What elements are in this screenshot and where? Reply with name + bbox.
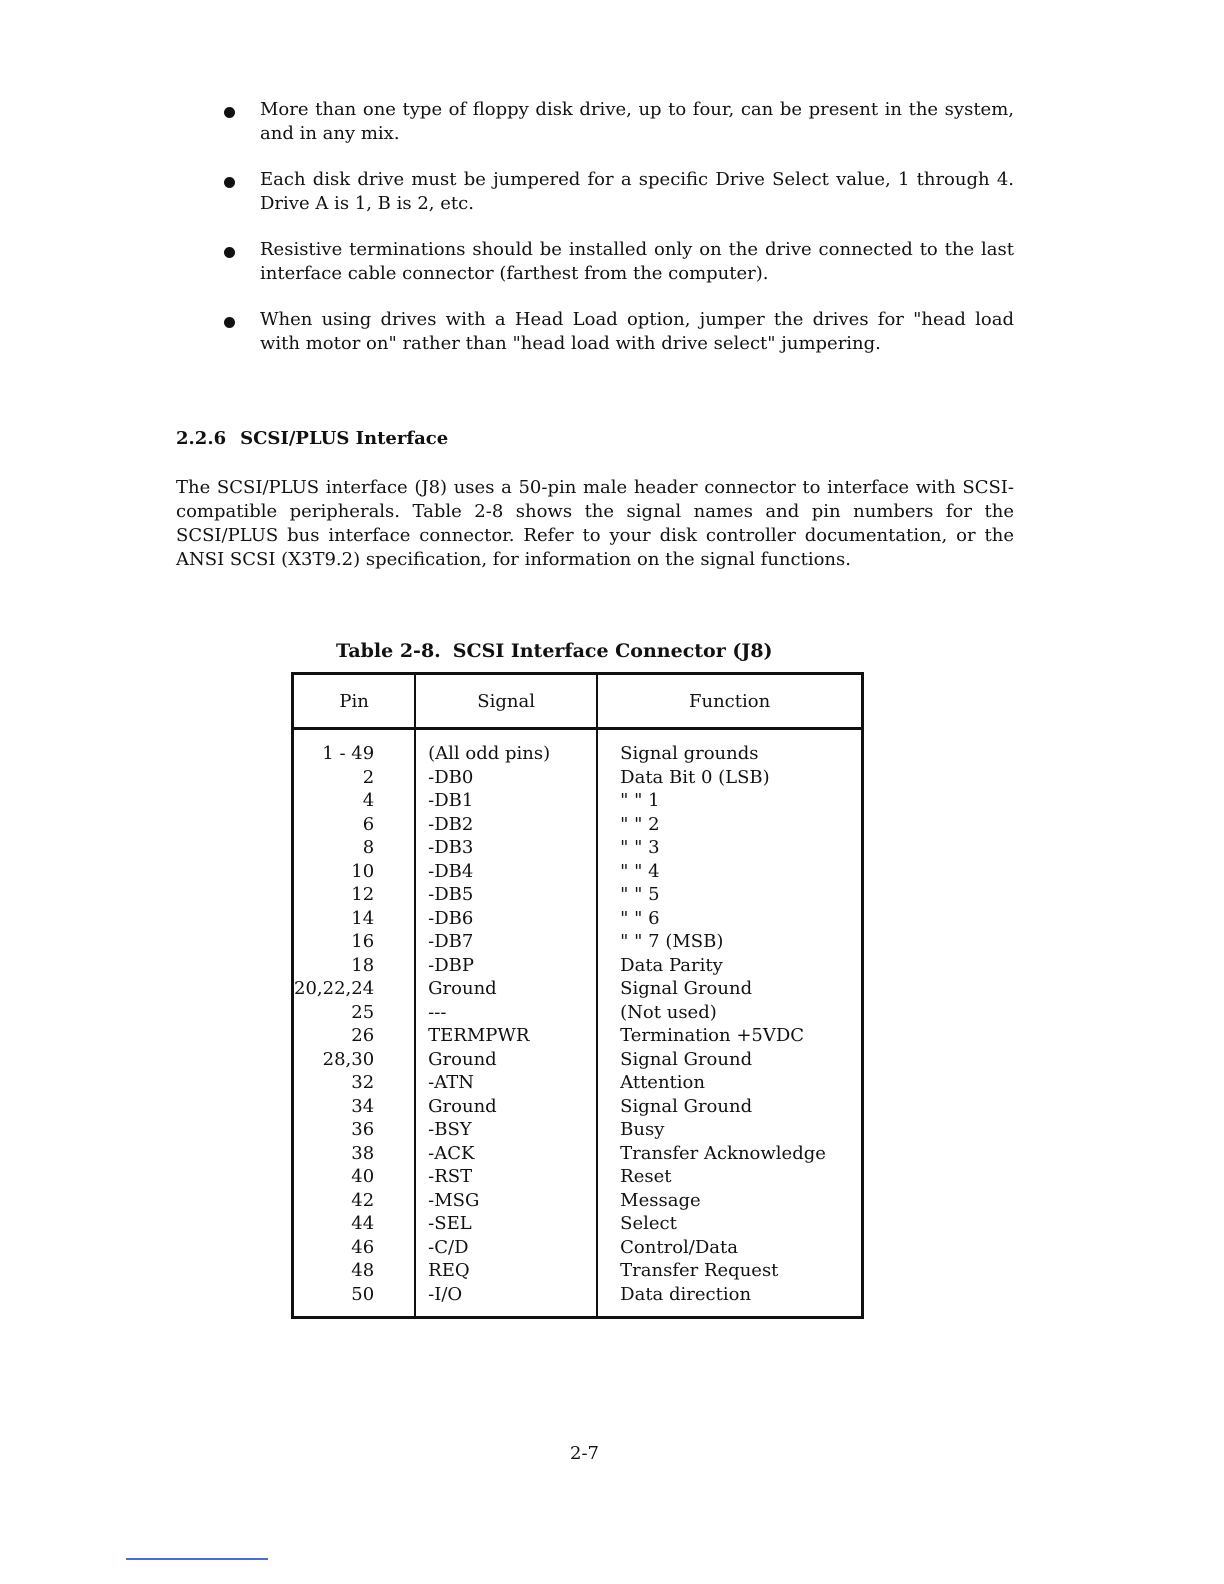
table-row	[293, 977, 863, 1001]
table-row	[293, 907, 863, 931]
cell-signal: -BSY	[415, 1118, 597, 1142]
cell-function: Termination +5VDC	[620, 1025, 805, 1046]
cell-pin: 4	[293, 789, 416, 813]
cell-function: Data direction	[620, 1283, 752, 1305]
bullet-item	[224, 168, 1014, 216]
cell-signal: TERMPWR	[415, 1024, 597, 1048]
section-number: 2.2.6	[176, 428, 227, 449]
bullet-list	[224, 98, 1014, 378]
cell-pin: 36	[293, 1118, 416, 1142]
table-row	[293, 1236, 863, 1260]
cell-signal: -RST	[415, 1165, 597, 1189]
table-row	[293, 766, 863, 790]
table-row	[293, 1118, 863, 1142]
header-function: Function	[597, 674, 862, 729]
cell-signal: -I/O	[415, 1283, 597, 1318]
cell-pin: 16	[293, 930, 416, 954]
bullet-text: Resistive terminations should be installed only on the drive connected to the last interface cable connector (farthest from the computer).	[260, 239, 1014, 284]
cell-pin: 32	[293, 1071, 416, 1095]
cell-pin: 50	[293, 1283, 416, 1318]
cell-function: Control/Data	[620, 1236, 738, 1258]
cell-function: " " 2	[620, 813, 660, 835]
cell-pin: 8	[293, 836, 416, 860]
cell-pin: 6	[293, 813, 416, 837]
cell-signal: -ATN	[415, 1071, 597, 1095]
cell-pin: 1 - 49	[293, 729, 416, 766]
section-title: SCSI/PLUS Interface	[240, 428, 449, 449]
bullet-dot-icon	[224, 107, 235, 118]
cell-function: " " 7 (MSB)	[620, 931, 724, 952]
cell-signal: -SEL	[415, 1212, 597, 1236]
bullet-item	[224, 308, 1014, 356]
table-row	[293, 1283, 863, 1318]
table-row	[293, 729, 863, 766]
cell-signal: REQ	[415, 1259, 597, 1283]
cell-signal: -MSG	[415, 1189, 597, 1213]
table-row	[293, 883, 863, 907]
cell-pin: 28,30	[293, 1048, 416, 1072]
bullet-text: More than one type of floppy disk drive, up to four, can be present in the system, and in any mix.	[260, 99, 1014, 144]
cell-pin: 44	[293, 1212, 416, 1236]
cell-signal: -DB1	[415, 789, 597, 813]
table-row	[293, 1142, 863, 1166]
cell-signal: -DB5	[415, 883, 597, 907]
table-row	[293, 1165, 863, 1189]
table-row	[293, 836, 863, 860]
cell-signal: ---	[415, 1001, 597, 1025]
cell-pin: 25	[293, 1001, 416, 1025]
table-caption-title: SCSI Interface Connector (J8)	[452, 640, 773, 662]
cell-pin: 26	[293, 1024, 416, 1048]
cell-signal: Ground	[415, 1095, 597, 1119]
header-signal: Signal	[415, 674, 597, 729]
cell-function: Attention	[620, 1072, 705, 1093]
cell-pin: 18	[293, 954, 416, 978]
cell-pin: 38	[293, 1142, 416, 1166]
cell-function: Message	[620, 1189, 701, 1211]
cell-function: Select	[620, 1213, 677, 1234]
table-caption	[336, 640, 773, 662]
cell-signal: -DB0	[415, 766, 597, 790]
cell-pin: 2	[293, 766, 416, 790]
cell-pin: 40	[293, 1165, 416, 1189]
section-heading	[176, 428, 448, 449]
cell-function: " " 4	[620, 860, 660, 882]
cell-signal: -DB3	[415, 836, 597, 860]
cell-function: Signal Ground	[620, 1095, 753, 1117]
cell-signal: Ground	[415, 977, 597, 1001]
table-row	[293, 813, 863, 837]
cell-function: Transfer Acknowledge	[620, 1142, 826, 1164]
table-row	[293, 1071, 863, 1095]
cell-function: Signal Ground	[620, 1048, 753, 1070]
table-row	[293, 954, 863, 978]
cell-function: Busy	[620, 1119, 665, 1140]
cell-pin: 14	[293, 907, 416, 931]
cell-signal: (All odd pins)	[415, 729, 597, 766]
cell-pin: 34	[293, 1095, 416, 1119]
cell-pin: 42	[293, 1189, 416, 1213]
table-row	[293, 1048, 863, 1072]
table-row	[293, 1259, 863, 1283]
cell-signal: -DB7	[415, 930, 597, 954]
cell-function: Transfer Request	[620, 1260, 779, 1281]
cell-signal: -DB6	[415, 907, 597, 931]
bullet-text: When using drives with a Head Load option, jumper the drives for "head load with motor on" rather than "head load with drive select" jumpering.	[260, 309, 1014, 354]
cell-pin: 48	[293, 1259, 416, 1283]
bullet-dot-icon	[224, 247, 235, 258]
cell-function: " " 5	[620, 884, 660, 905]
cell-function: Signal grounds	[620, 743, 759, 764]
bullet-dot-icon	[224, 317, 235, 328]
footer-rule	[126, 1558, 268, 1560]
cell-function: Data Parity	[620, 954, 723, 976]
table-row	[293, 1189, 863, 1213]
scsi-pin-table	[291, 672, 864, 1319]
cell-signal: -DB2	[415, 813, 597, 837]
table-row	[293, 789, 863, 813]
table-row	[293, 1095, 863, 1119]
table-caption-number: Table 2-8.	[336, 640, 441, 662]
bullet-item	[224, 98, 1014, 146]
table-row	[293, 860, 863, 884]
bullet-text: Each disk drive must be jumpered for a specific Drive Select value, 1 through 4. Drive A is 1, B is 2, etc.	[260, 169, 1014, 214]
cell-pin: 20,22,24	[293, 977, 416, 1001]
page-number: 2-7	[570, 1443, 599, 1464]
cell-signal: Ground	[415, 1048, 597, 1072]
cell-signal: -ACK	[415, 1142, 597, 1166]
cell-pin: 12	[293, 883, 416, 907]
section-paragraph: The SCSI/PLUS interface (J8) uses a 50-pin male header connector to interface with SCSI-compatible peripherals. Table 2-8 shows the signal names and pin numbers for the SCSI/PLUS bus interface connector. Refer to your disk controller documentation, or the ANSI SCSI (X3T9.2) specification, for information on the signal functions.	[176, 477, 1014, 570]
cell-function: " " 3	[620, 837, 660, 858]
table-row	[293, 930, 863, 954]
cell-function: Data Bit 0 (LSB)	[620, 766, 770, 788]
bullet-item	[224, 238, 1014, 286]
table-header-row	[293, 674, 863, 729]
header-pin: Pin	[293, 674, 416, 729]
cell-signal: -C/D	[415, 1236, 597, 1260]
cell-function: Signal Ground	[620, 978, 753, 999]
bullet-dot-icon	[224, 177, 235, 188]
cell-function: (Not used)	[620, 1001, 717, 1023]
cell-function: " " 1	[620, 790, 660, 811]
table-row	[293, 1001, 863, 1025]
cell-signal: -DBP	[415, 954, 597, 978]
cell-function: " " 6	[620, 907, 660, 929]
cell-pin: 46	[293, 1236, 416, 1260]
cell-signal: -DB4	[415, 860, 597, 884]
table-row	[293, 1212, 863, 1236]
cell-function: Reset	[620, 1166, 672, 1187]
cell-pin: 10	[293, 860, 416, 884]
table-row	[293, 1024, 863, 1048]
